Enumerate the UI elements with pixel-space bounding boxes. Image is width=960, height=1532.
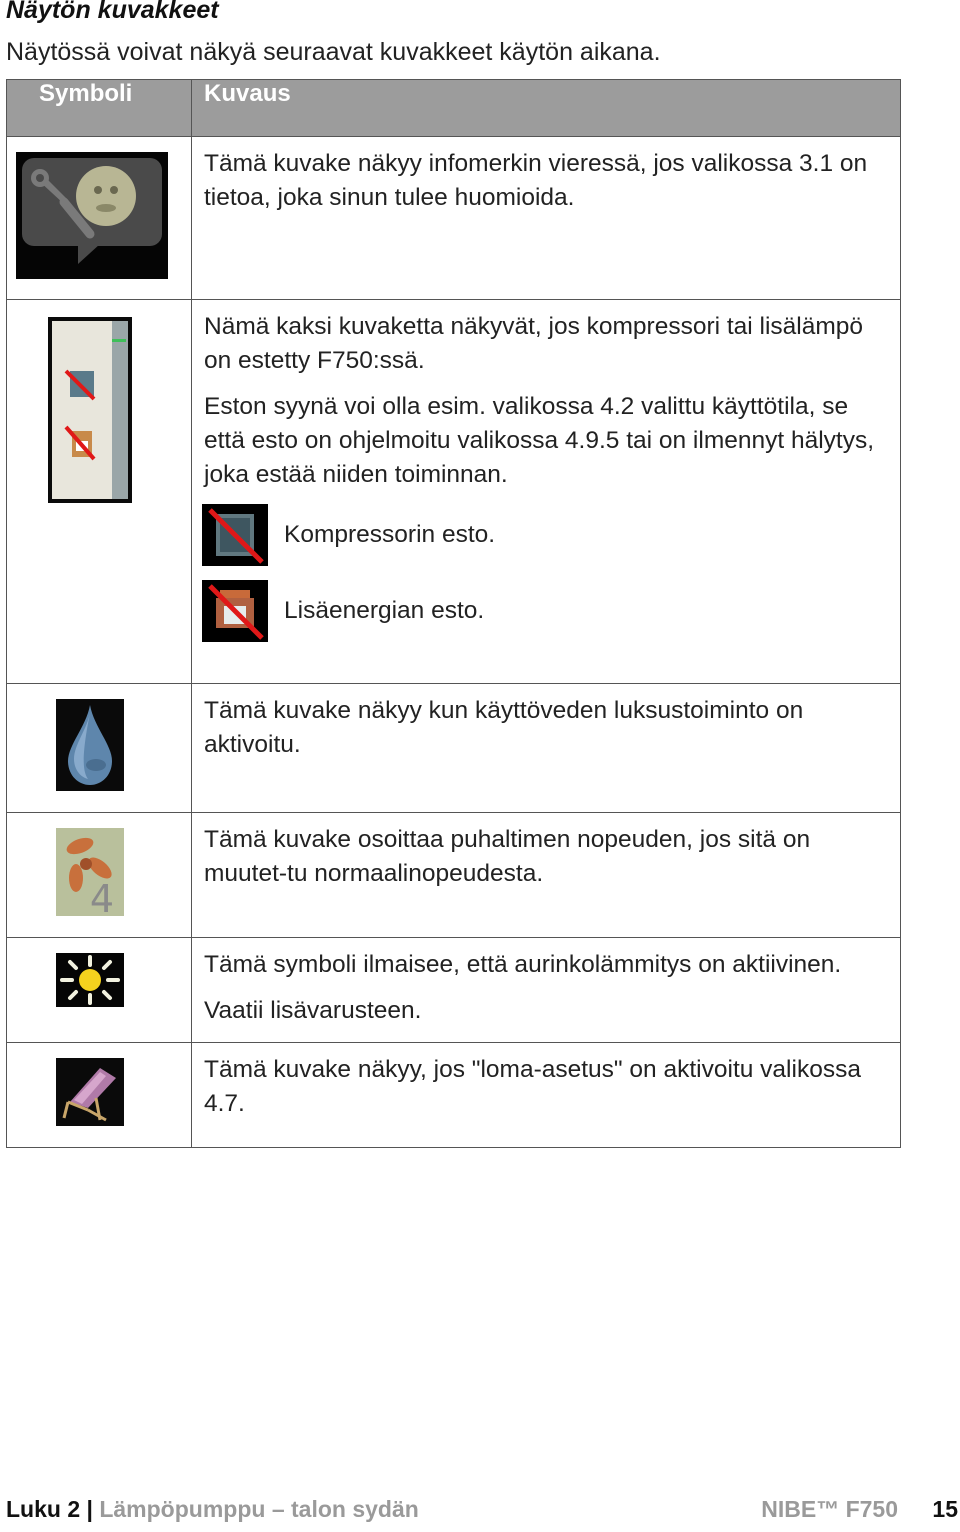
compressor-blocked-icon <box>202 504 268 566</box>
additional-heat-block-item <box>202 580 892 642</box>
icon-table <box>6 79 901 1148</box>
footer-chapter <box>6 1496 419 1523</box>
deck-chair-icon <box>56 1058 124 1126</box>
table-row <box>7 684 901 813</box>
footer-product <box>761 1496 958 1523</box>
additional-heat-blocked-icon <box>202 580 268 642</box>
footer-separator: | <box>86 1496 93 1522</box>
blocked-unit-icon <box>48 317 132 503</box>
description-cell <box>192 684 901 813</box>
column-header-description: Kuvaus <box>192 80 901 137</box>
row-description: Vaatii lisävarusteen. <box>204 997 422 1024</box>
fan-speed-icon <box>56 828 124 916</box>
sun-icon <box>56 953 124 1007</box>
additional-heat-block-label: Lisäenergian esto. <box>284 597 485 624</box>
chapter-number: Luku 2 <box>6 1496 81 1522</box>
table-header-row <box>7 80 901 137</box>
row-description: Tämä symboli ilmaisee, että aurinkolämmitys on aktiivinen. <box>204 951 842 978</box>
description-cell <box>192 1043 901 1148</box>
chapter-title: Lämpöpumppu – talon sydän <box>99 1496 419 1522</box>
section-title: Näytön kuvakkeet <box>6 0 219 24</box>
table-row <box>7 300 901 684</box>
table-row <box>7 813 901 938</box>
product-name: NIBE™ F750 <box>761 1496 899 1522</box>
row-description: Tämä kuvake näkyy, jos "loma-asetus" on aktivoitu valikossa 4.7. <box>204 1056 861 1117</box>
fan-speed-value: 4 <box>89 877 115 916</box>
compressor-block-label: Kompressorin esto. <box>284 521 496 548</box>
description-cell <box>192 938 901 1043</box>
row-description: Tämä kuvake näkyy kun käyttöveden luksustoiminto on aktivoitu. <box>204 697 804 758</box>
row-description: Tämä kuvake osoittaa puhaltimen nopeuden, jos sitä on muutet-tu normaalinopeudesta. <box>204 826 811 887</box>
row-description: Eston syynä voi olla esim. valikossa 4.2 valittu käyttötila, se että esto on ohjelmoitu valikossa 4.9.5 tai on ilmennyt hälytys, joka estää niiden toiminnan. <box>204 393 875 488</box>
compressor-block-item <box>202 504 892 566</box>
row-description: Tämä kuvake näkyy infomerkin vieressä, jos valikossa 3.1 on tietoa, joka sinun tulee huomioida. <box>204 150 868 211</box>
symbol-cell <box>7 813 192 938</box>
symbol-cell <box>7 137 192 300</box>
symbol-cell <box>7 1043 192 1148</box>
description-cell <box>192 813 901 938</box>
intro-text: Näytössä voivat näkyä seuraavat kuvakkeet käytön aikana. <box>6 38 661 66</box>
description-cell <box>192 300 901 684</box>
table-row <box>7 938 901 1043</box>
page-footer <box>6 1496 958 1532</box>
service-info-icon <box>16 152 168 279</box>
water-drop-icon <box>56 699 124 791</box>
symbol-cell <box>7 938 192 1043</box>
table-row <box>7 137 901 300</box>
row-description: Nämä kaksi kuvaketta näkyvät, jos kompressori tai lisälämpö on estetty F750:ssä. <box>204 313 864 374</box>
page-number: 15 <box>932 1496 958 1522</box>
symbol-cell <box>7 300 192 684</box>
symbol-cell <box>7 684 192 813</box>
column-header-symbol: Symboli <box>7 80 192 137</box>
table-row <box>7 1043 901 1148</box>
description-cell <box>192 137 901 300</box>
